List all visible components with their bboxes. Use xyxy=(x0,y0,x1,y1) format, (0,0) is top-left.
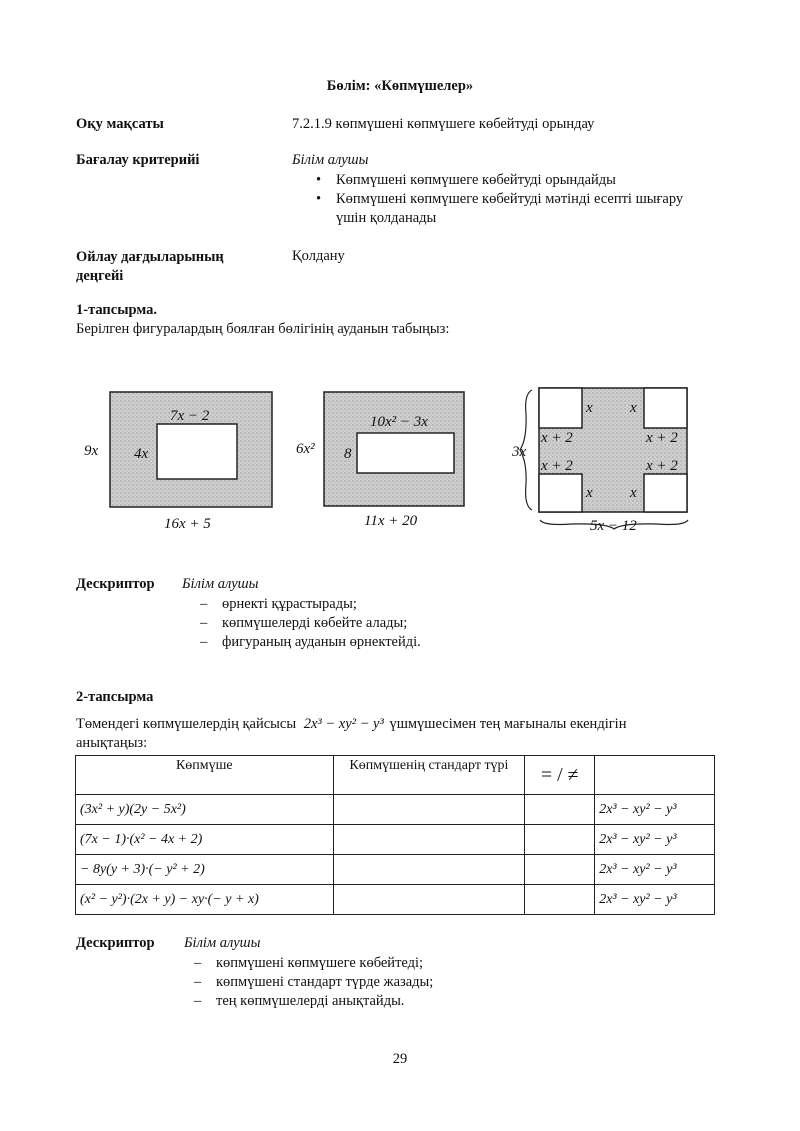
fig3-bottom: 5x − 12 xyxy=(590,518,637,534)
standard-form-cell[interactable] xyxy=(333,885,525,915)
corner-square xyxy=(644,474,687,512)
descriptor-item: – өрнекті құрастырады; xyxy=(198,595,598,614)
standard-form-cell[interactable] xyxy=(333,825,525,855)
table-row xyxy=(76,825,715,855)
corner-square xyxy=(539,388,582,428)
poly-cell: (x² − y²)·(2x + y) − xy·(− y + x) xyxy=(76,885,334,915)
thinking-value: Қолдану xyxy=(292,248,345,264)
inner-rect xyxy=(357,433,454,473)
header-cell: = / ≠ xyxy=(525,756,595,795)
task2-title: 2-тапсырма xyxy=(76,689,154,705)
goal-label: Оқу мақсаты xyxy=(76,116,164,132)
target-cell: 2x³ − xy² − y³ xyxy=(595,855,715,885)
target-cell: 2x³ − xy² − y³ xyxy=(595,825,715,855)
fig2-inner-top: 10x² − 3x xyxy=(370,414,428,430)
fig3-x: x xyxy=(586,400,593,416)
fig3-left: 3x xyxy=(512,444,527,460)
thinking-label: Ойлау дағдыларының деңгейі xyxy=(76,249,224,284)
table-header-row xyxy=(76,756,715,795)
task2-expression: 2x³ − xy² − y³ xyxy=(303,716,384,732)
criteria-item: • Көпмүшені көпмүшеге көбейтуді мәтінді есепті шығару үшін қолданады xyxy=(310,190,716,228)
page-number: 29 xyxy=(392,1051,408,1067)
criteria-intro: Білім алушы xyxy=(292,152,369,168)
fig1-inner-top: 7x − 2 xyxy=(170,408,210,424)
criteria-item: • Көпмүшені көпмүшеге көбейтуді орындайды xyxy=(310,171,710,190)
corner-square xyxy=(644,388,687,428)
target-cell: 2x³ − xy² − y³ xyxy=(595,885,715,915)
header-cell xyxy=(595,756,715,795)
fig2-bottom: 11x + 20 xyxy=(364,513,418,529)
compare-cell[interactable] xyxy=(525,825,595,855)
poly-cell: (7x − 1)·(x² − 4x + 2) xyxy=(76,825,334,855)
header-cell: Көпмүше xyxy=(76,756,334,795)
inner-rect xyxy=(157,424,237,479)
corner-square xyxy=(539,474,582,512)
table-row xyxy=(76,855,715,885)
target-cell: 2x³ − xy² − y³ xyxy=(595,795,715,825)
fig3-x: x xyxy=(586,485,593,501)
fig3-xp2: x + 2 xyxy=(646,458,678,474)
descriptor-item: – фигураның ауданын өрнектейді. xyxy=(198,633,598,652)
descriptor-item: – көпмүшені стандарт түрде жазады; xyxy=(192,973,592,992)
compare-cell[interactable] xyxy=(525,795,595,825)
goal-value: 7.2.1.9 көпмүшені көпмүшеге көбейтуді орындау xyxy=(292,116,595,132)
table-row xyxy=(76,885,715,915)
task1-descriptor-list xyxy=(198,595,598,652)
fig2-left: 6x² xyxy=(296,441,315,457)
descriptor-item: – көпмүшені көпмүшеге көбейтеді; xyxy=(192,954,592,973)
fig3-xp2: x + 2 xyxy=(541,430,573,446)
fig3-xp2: x + 2 xyxy=(646,430,678,446)
descriptor-item: – көпмүшелерді көбейте алады; xyxy=(198,614,598,633)
task2-table xyxy=(75,755,715,915)
figure-2 xyxy=(292,388,492,536)
figure-3 xyxy=(512,384,702,539)
task1-title: 1-тапсырма. xyxy=(76,302,158,318)
fig3-xp2: x + 2 xyxy=(541,458,573,474)
fig1-inner-left: 4x xyxy=(134,446,149,462)
descriptor-item: – тең көпмүшелерді анықтайды. xyxy=(192,992,592,1011)
task2-descriptor-intro: Білім алушы xyxy=(184,935,261,951)
fig2-inner-left: 8 xyxy=(344,446,352,462)
task2-text xyxy=(76,716,626,733)
task1-text: Берілген фигуралардың боялған бөлігінің ауданын табыңыз: xyxy=(76,321,450,337)
fig1-bottom: 16x + 5 xyxy=(164,516,211,532)
fig1-left: 9x xyxy=(84,443,99,459)
criteria-label: Бағалау критерийі xyxy=(76,152,200,168)
compare-cell[interactable] xyxy=(525,885,595,915)
criteria-list xyxy=(310,171,710,228)
task1-descriptor-label: Дескриптор xyxy=(76,576,155,592)
task2-text-before: Төмендегі көпмүшелердің қайсысы xyxy=(76,716,297,732)
task2-descriptor-label: Дескриптор xyxy=(76,935,155,951)
header-cell: Көпмүшенің стандарт түрі xyxy=(333,756,525,795)
fig3-x: x xyxy=(630,400,637,416)
poly-cell: (3x² + y)(2y − 5x²) xyxy=(76,795,334,825)
task2-text-line2: анықтаңыз: xyxy=(76,735,148,751)
table-row xyxy=(76,795,715,825)
task2-descriptor-list xyxy=(192,954,592,1011)
figure-1 xyxy=(80,388,280,536)
standard-form-cell[interactable] xyxy=(333,855,525,885)
poly-cell: − 8y(y + 3)·(− y² + 2) xyxy=(76,855,334,885)
task1-descriptor-intro: Білім алушы xyxy=(182,576,259,592)
fig3-x: x xyxy=(630,485,637,501)
standard-form-cell[interactable] xyxy=(333,795,525,825)
compare-cell[interactable] xyxy=(525,855,595,885)
section-title: Бөлім: «Көпмүшелер» xyxy=(326,78,474,94)
task2-text-after: үшмүшесімен тең мағыналы екендігін xyxy=(389,716,627,732)
